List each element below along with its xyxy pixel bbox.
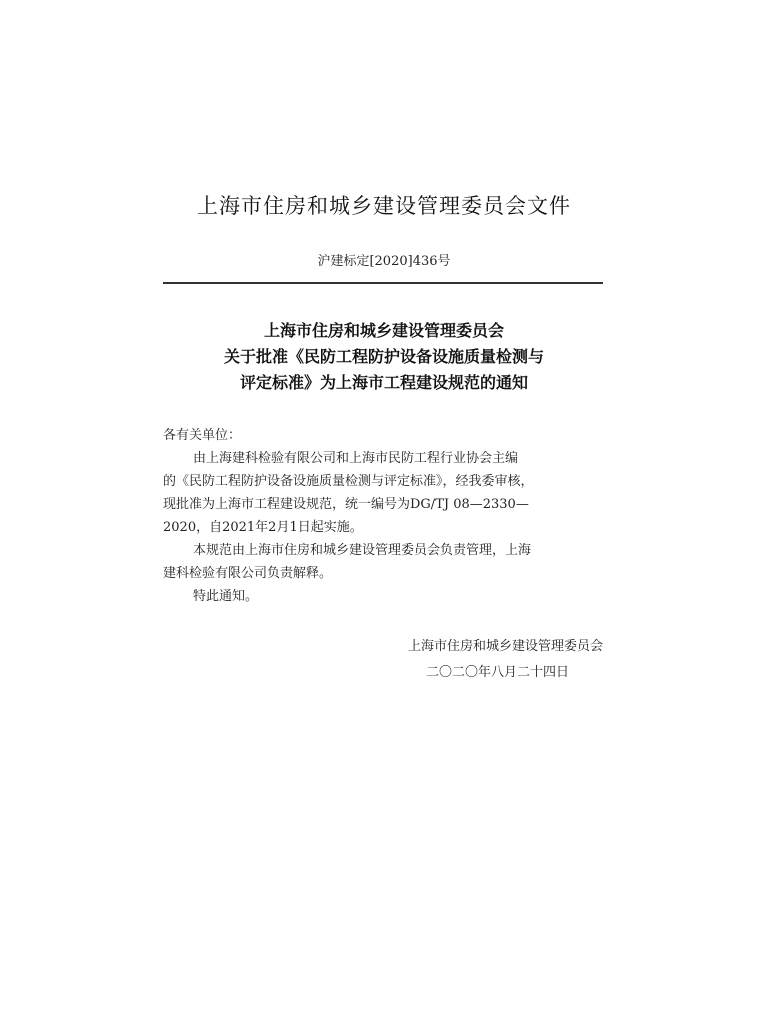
notice-title	[0, 318, 768, 396]
paragraph-line: 现批准为上海市工程建设规范，统一编号为DG/TJ 08—2330—	[163, 497, 529, 512]
issuer-title: 上海市住房和城乡建设管理委员会文件	[197, 194, 571, 218]
notice-title-line: 评定标准》为上海市工程建设规范的通知	[239, 373, 528, 392]
signature-organization: 上海市住房和城乡建设管理委员会	[407, 639, 603, 654]
signature-block	[163, 634, 603, 686]
header-divider	[163, 282, 603, 284]
paragraph-line: 2020，自2021年2月1日起实施。	[163, 520, 363, 535]
paragraph-line: 由上海建科检验有限公司和上海市民防工程行业协会主编	[193, 451, 519, 466]
closing-line: 特此通知。	[193, 589, 259, 604]
paragraph-line: 建科检验有限公司负责解释。	[163, 566, 333, 581]
signature-date: 二〇二〇年八月二十四日	[425, 665, 569, 680]
paragraph-line: 本规范由上海市住房和城乡建设管理委员会负责管理，上海	[193, 543, 532, 558]
notice-title-line: 关于批准《民防工程防护设备设施质量检测与	[223, 347, 544, 366]
document-number: 沪建标定[2020]436号	[317, 254, 451, 269]
salutation: 各有关单位：	[163, 428, 242, 443]
notice-title-line: 上海市住房和城乡建设管理委员会	[263, 321, 504, 340]
notice-body	[163, 424, 603, 608]
paragraph-line: 的《民防工程防护设备设施质量检测与评定标准》，经我委审核，	[163, 474, 534, 489]
